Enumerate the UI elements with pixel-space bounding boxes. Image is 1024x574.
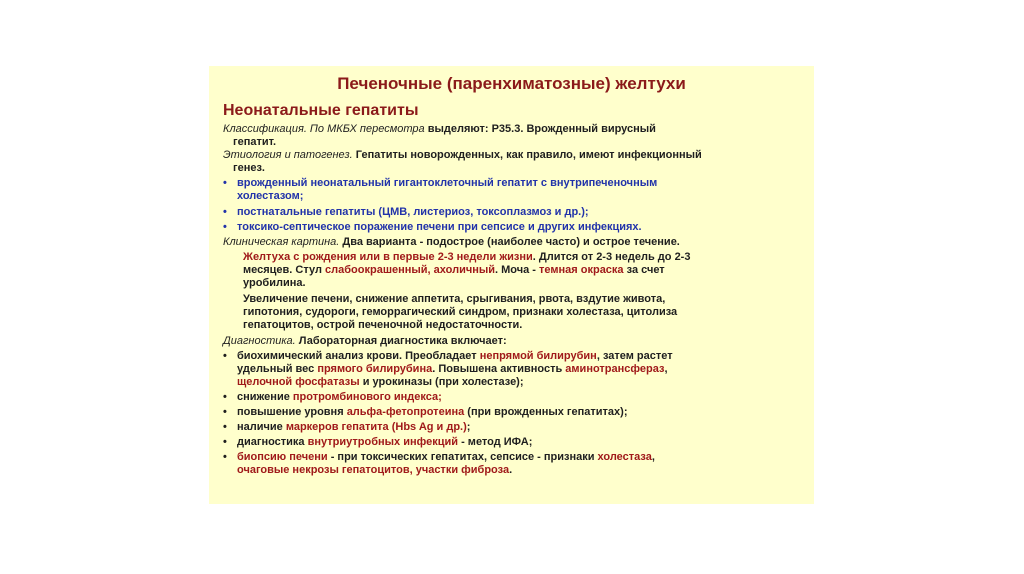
diagnostics-bullet xyxy=(223,406,800,419)
bullet-line xyxy=(237,451,800,464)
clinical-paragraph xyxy=(223,236,800,249)
urine-description: темная окраска xyxy=(539,264,624,276)
bullet-line: холестазом; xyxy=(237,190,304,202)
term: непрямой билирубин xyxy=(479,350,597,362)
text: (при врожденных гепатитах); xyxy=(464,406,628,418)
clinical-p1-line2 xyxy=(223,264,800,277)
clinical-p2-line3: гепатоцитов, острой печеночной недостаточности. xyxy=(243,319,523,331)
slide-subtitle: Неонатальные гепатиты xyxy=(223,102,419,119)
etiology-bullet: • токсико-септическое поражение печени при сепсисе и других инфекциях. xyxy=(223,221,800,234)
term: холестаза xyxy=(597,451,652,463)
etiology-paragraph xyxy=(223,149,800,162)
term: альфа-фетопротеина xyxy=(346,406,465,418)
jaundice-onset: Желтуха с рождения или в первые 2-3 недели жизни xyxy=(243,251,533,263)
etiology-text-1: Гепатиты новорожденных, как правило, имеют инфекционный xyxy=(352,149,702,161)
classification-text-2: гепатит. xyxy=(233,136,277,148)
classification-paragraph xyxy=(223,123,800,136)
text: , xyxy=(651,451,655,463)
bullet-line xyxy=(237,350,800,363)
text: диагностика xyxy=(237,436,308,448)
etiology-bullet: • постнатальные гепатиты (ЦМВ, листериоз, токсоплазмоз и др.); xyxy=(223,206,800,219)
text: - метод ИФА; xyxy=(458,436,533,448)
bullet-line xyxy=(237,464,800,477)
slide-title: Печеночные (паренхиматозные) желтухи xyxy=(337,74,686,93)
bullet-line xyxy=(237,363,800,376)
etiology-text-2: генез. xyxy=(233,162,265,174)
text: ; xyxy=(466,421,471,433)
diagnostics-label: Диагностика. xyxy=(223,335,296,347)
clinical-text: месяцев. Стул xyxy=(243,264,326,276)
term: протромбинового индекса; xyxy=(292,391,442,403)
clinical-p1-line3: уробилина. xyxy=(243,277,306,289)
text: , затем растет xyxy=(596,350,673,362)
clinical-text: Два варианта - подострое (наиболее часто) и острое течение. xyxy=(339,236,680,248)
stool-description: слабоокрашенный, ахоличный xyxy=(325,264,496,276)
clinical-text: . Длится от 2-3 недель до 2-3 xyxy=(532,251,691,263)
classification-label: Классификация. По МКБХ пересмотра xyxy=(223,123,425,135)
text: повышение уровня xyxy=(237,406,347,418)
clinical-p2-line2: гипотония, судороги, геморрагический синдром, признаки холестаза, цитолиза xyxy=(243,306,678,318)
diagnostics-bullet xyxy=(223,436,800,449)
text: и урокиназы (при холестазе); xyxy=(359,376,524,388)
term: аминотрансфераз xyxy=(565,363,665,375)
clinical-p1-line1 xyxy=(223,251,800,264)
etiology-label: Этиология и патогенез. xyxy=(223,149,353,161)
clinical-p2-line1: Увеличение печени, снижение аппетита, срыгивания, рвота, вздутие живота, xyxy=(243,293,666,305)
slide xyxy=(209,66,814,504)
clinical-label: Клиническая картина. xyxy=(223,236,340,248)
text: , xyxy=(664,363,668,375)
term: внутриутробных инфекций xyxy=(307,436,459,448)
term: очаговые некрозы гепатоцитов, участки фиброза xyxy=(237,464,510,476)
bullet-line xyxy=(237,376,800,389)
text: удельный вес xyxy=(237,363,318,375)
text: . xyxy=(509,464,513,476)
text: . Повышена активность xyxy=(432,363,566,375)
term: биопсию печени xyxy=(237,451,328,463)
diagnostics-bullet xyxy=(223,350,800,389)
classification-text-1: выделяют: Р35.3. Врожденный вирусный xyxy=(424,123,656,135)
etiology-bullet xyxy=(223,177,800,203)
bullet-line: • врожденный неонатальный гигантоклеточный гепатит с внутрипеченочным xyxy=(237,177,658,189)
clinical-text: . Моча - xyxy=(495,264,540,276)
text: биохимический анализ крови. Преобладает xyxy=(237,350,480,362)
term: маркеров гепатита (Hbs Ag и др.) xyxy=(285,421,467,433)
diagnostics-paragraph xyxy=(223,335,800,348)
diagnostics-bullet xyxy=(223,421,800,434)
clinical-text: за счет xyxy=(623,264,665,276)
term: прямого билирубина xyxy=(317,363,433,375)
text: - при токсических гепатитах, сепсисе - признаки xyxy=(327,451,598,463)
diagnostics-bullet xyxy=(223,451,800,477)
diagnostics-text: Лабораторная диагностика включает: xyxy=(295,335,507,347)
term: щелочной фосфатазы xyxy=(237,376,360,388)
diagnostics-bullet xyxy=(223,391,800,404)
text: наличие xyxy=(237,421,286,433)
text: снижение xyxy=(237,391,293,403)
